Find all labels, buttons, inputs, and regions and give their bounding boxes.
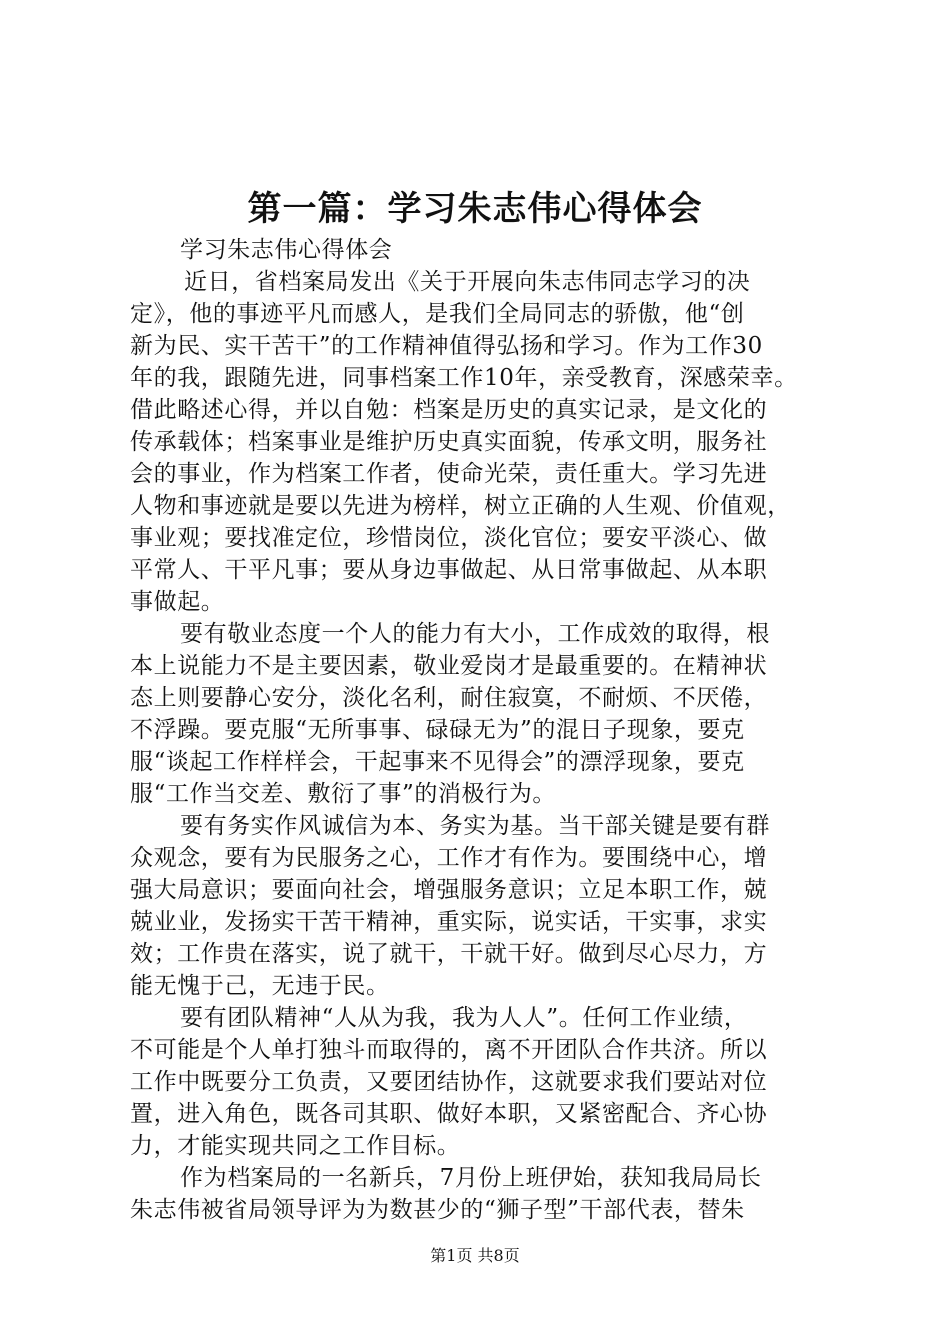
- text-line: 事做起。: [130, 589, 225, 615]
- text-line: 兢业业，发扬实干苦干精神，重实际，说实话，干实事，求实: [130, 909, 768, 935]
- text-line: 强大局意识；要面向社会，增强服务意识；立足本职工作，兢: [130, 877, 768, 903]
- text-line: 学习朱志伟心得体会: [180, 237, 393, 263]
- text-line: 要有务实作风诚信为本、务实为基。当干部关键是要有群: [180, 813, 770, 839]
- text-line: 作为档案局的一名新兵，7月份上班伊始，获知我局局长: [180, 1165, 762, 1191]
- text-line: 态上则要静心安分，淡化名利，耐住寂寞，不耐烦、不厌倦，: [130, 685, 768, 711]
- text-line: 不浮躁。要克服“无所事事、碌碌无为”的混日子现象，要克: [130, 717, 745, 743]
- text-line: 本上说能力不是主要因素，敬业爱岗才是最重要的。在精神状: [130, 653, 768, 679]
- text-line: 事业观；要找准定位，珍惜岗位，淡化官位；要安平淡心、做: [130, 525, 768, 551]
- text-line: 年的我，跟随先进，同事档案工作10年，亲受教育，深感荣幸。: [130, 365, 798, 391]
- text-line: 要有敬业态度一个人的能力有大小，工作成效的取得，根: [180, 621, 770, 647]
- body-text: [130, 234, 830, 1226]
- text-line: 服“谈起工作样样会，干起事来不见得会”的漂浮现象，要克: [130, 749, 745, 775]
- text-line: 置，进入角色，既各司其职、做好本职，又紧密配合、齐心协: [130, 1101, 768, 1127]
- text-line: 不可能是个人单打独斗而取得的，离不开团队合作共济。所以: [130, 1037, 768, 1063]
- text-line: 新为民、实干苦干”的工作精神值得弘扬和学习。作为工作30: [130, 333, 763, 359]
- page-footer: 第1页 共8页: [430, 1246, 520, 1265]
- text-line: 定》，他的事迹平凡而感人，是我们全局同志的骄傲，他“创: [130, 301, 745, 327]
- text-line: 服“工作当交差、敷衍了事”的消极行为。: [130, 781, 556, 807]
- text-line: 会的事业，作为档案工作者，使命光荣，责任重大。学习先进: [130, 461, 768, 487]
- text-line: 平常人、干平凡事；要从身边事做起、从日常事做起、从本职: [130, 557, 768, 583]
- text-line: 效；工作贵在落实，说了就干，干就干好。做到尽心尽力，方: [130, 941, 768, 967]
- text-line: 能无愧于己，无违于民。: [130, 973, 390, 999]
- page-title: 第一篇：学习朱志伟心得体会: [247, 189, 703, 229]
- text-line: 朱志伟被省局领导评为为数甚少的“狮子型”干部代表，替朱: [130, 1197, 745, 1223]
- text-line: 借此略述心得，并以自勉：档案是历史的真实记录，是文化的: [130, 397, 768, 423]
- text-line: 力，才能实现共同之工作目标。: [130, 1133, 461, 1159]
- text-line: 众观念，要有为民服务之心，工作才有作为。要围绕中心，增: [130, 845, 768, 871]
- text-line: 要有团队精神“人从为我，我为人人”。任何工作业绩，: [180, 1005, 748, 1031]
- text-line: 工作中既要分工负责，又要团结协作，这就要求我们要站对位: [130, 1069, 768, 1095]
- text-line: 近日，省档案局发出《关于开展向朱志伟同志学习的决: [184, 269, 751, 295]
- text-line: 人物和事迹就是要以先进为榜样，树立正确的人生观、价值观，: [130, 493, 791, 519]
- text-line: 传承载体；档案事业是维护历史真实面貌，传承文明，服务社: [130, 429, 768, 455]
